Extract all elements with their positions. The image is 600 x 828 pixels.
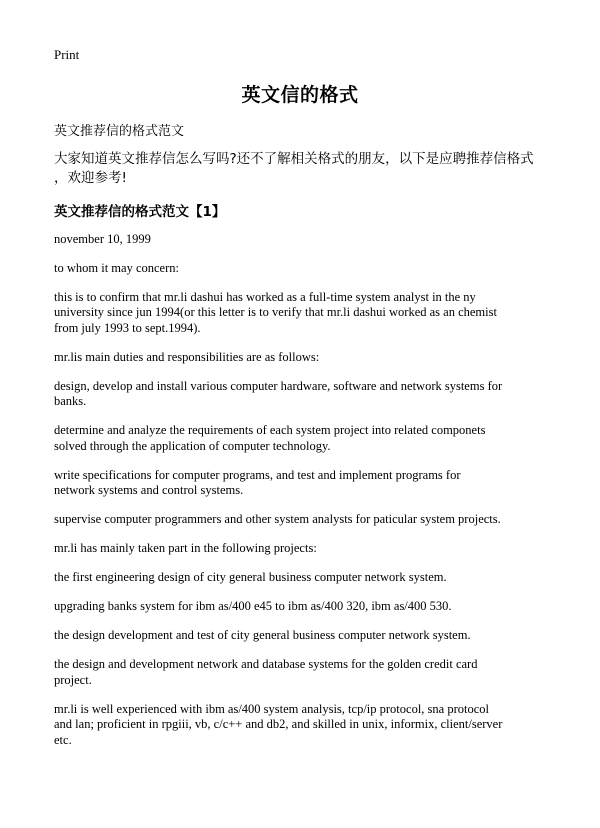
text-line: etc. (54, 732, 72, 747)
text-line: november 10, 1999 (54, 232, 151, 246)
letter-paragraph (54, 541, 554, 557)
text-line: university since jun 1994(or this letter is to verify that mr.li dashui worked as an chemist (54, 305, 497, 319)
letter-paragraph (54, 290, 554, 337)
text-line: determine and analyze the requirements of each system project into related componets (54, 423, 486, 437)
text-line: write specifications for computer programs, and test and implement programs for (54, 467, 461, 482)
letter-body (54, 232, 554, 762)
letter-paragraph (54, 570, 554, 586)
text-line: design, develop and install various computer hardware, software and network systems for (54, 378, 503, 393)
letter-paragraph (54, 628, 554, 644)
letter-paragraph (54, 468, 554, 499)
page-title: 英文信的格式 (241, 84, 359, 106)
section-heading: 英文推荐信的格式范文【1】 (54, 204, 226, 220)
text-line: from july 1993 to sept.1994). (54, 320, 201, 335)
text-line: supervise computer programmers and other system analysts for paticular system projects. (54, 512, 501, 526)
intro-line: 大家知道英文推荐信怎么写吗?还不了解相关格式的朋友，以下是应聘推荐信格式 (54, 151, 534, 167)
text-line: the design development and test of city general business computer network system. (54, 628, 471, 642)
text-line: this is to confirm that mr.li dashui has worked as a full-time system analyst in the ny (54, 289, 476, 304)
document-subtitle: 英文推荐信的格式范文 (54, 124, 185, 139)
letter-paragraph (54, 379, 554, 410)
text-line: network systems and control systems. (54, 483, 244, 497)
letter-date (54, 232, 554, 248)
letter-paragraph (54, 350, 554, 366)
letter-paragraph (54, 657, 554, 688)
text-line: mr.li is well experienced with ibm as/400 system analysis, tcp/ip protocol, sna protocol (54, 701, 489, 716)
letter-salutation (54, 261, 554, 277)
text-line: banks. (54, 394, 87, 408)
print-link[interactable]: Print (54, 47, 80, 62)
text-line: the first engineering design of city general business computer network system. (54, 570, 447, 584)
text-line: the design and development network and database systems for the golden credit card (54, 657, 478, 671)
text-line: and lan; proficient in rpgiii, vb, c/c++ and db2, and skilled in unix, informix, client/server (54, 717, 503, 731)
text-line: mr.li has mainly taken part in the following projects: (54, 541, 317, 555)
text-line: mr.lis main duties and responsibilities are as follows: (54, 349, 320, 364)
text-line: to whom it may concern: (54, 260, 179, 275)
letter-paragraph (54, 702, 554, 749)
text-line: solved through the application of computer technology. (54, 438, 331, 453)
letter-paragraph (54, 599, 554, 615)
text-line: project. (54, 672, 92, 687)
intro-line: ，欢迎参考! (54, 170, 127, 186)
letter-paragraph (54, 423, 554, 454)
letter-paragraph (54, 512, 554, 528)
intro-paragraph (54, 150, 554, 188)
text-line: upgrading banks system for ibm as/400 e45 to ibm as/400 320, ibm as/400 530. (54, 599, 452, 613)
